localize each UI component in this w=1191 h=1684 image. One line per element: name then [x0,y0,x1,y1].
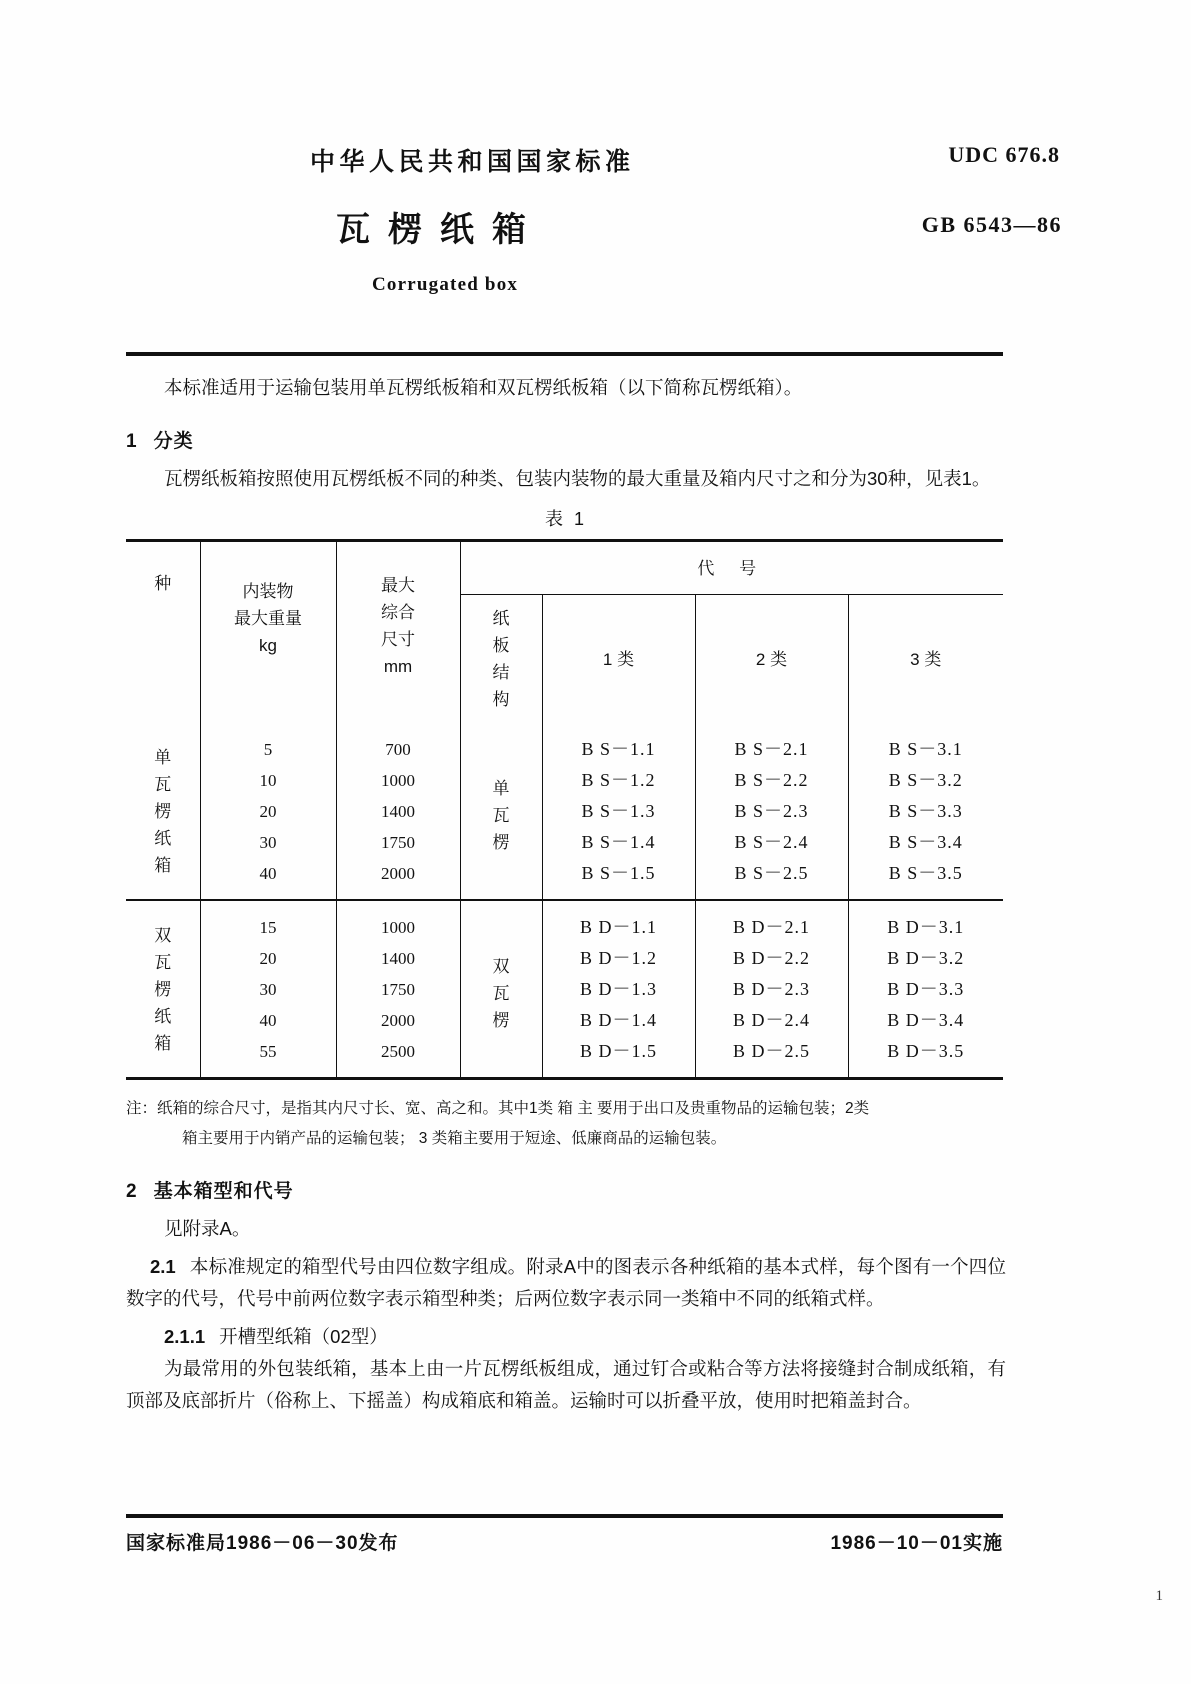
header-board-structure: 纸 板 结 构 [460,595,542,724]
section-1-title: 分类 [153,431,194,452]
table-1-note-line-1: 注：纸箱的综合尺寸，是指其内尺寸长、宽、高之和。其中1类 箱 主 要用于出口及贵重物品的运输包装；2类 [126,1100,870,1117]
scope-paragraph: 本标准适用于运输包装用单瓦楞纸板箱和双瓦楞纸板箱（以下简称瓦楞纸箱）。 [164,377,803,398]
header-code-group: 代 号 [460,541,1003,595]
header-max-weight: 内装物 最大重量 kg [200,541,336,724]
masthead [126,130,1066,330]
section-2-appendix-ref: 见附录A。 [164,1218,251,1239]
clause-2-1-1-text: 为最常用的外包装纸箱，基本上由一片瓦楞纸板组成，通过钉合或粘合等方法将接缝封合制成纸箱，有顶部及底部折片（俗称上、下摇盖）构成箱底和箱盖。运输时可以折叠平放，使用时把箱盖封合。 [126,1358,1006,1411]
clause-2-1-1-heading [126,1321,1006,1353]
section-2-heading [126,1176,1006,1203]
clause-2-1-text: 本标准规定的箱型代号由四位数字组成。附录A中的图表示各种纸箱的基本式样，每个图有一个四位数字的代号，代号中前两位数字表示箱型种类；后两位数字表示同一类箱中不同的纸箱式样。 [126,1256,1006,1309]
sizes-single-wall: 700 1000 1400 1750 2000 [336,723,460,900]
kind-single-wall: 单 瓦 楞 纸 箱 [126,723,200,900]
sizes-double-wall: 1000 1400 1750 2000 2500 [336,900,460,1079]
structure-double-wall: 双 瓦 楞 [460,900,542,1079]
structure-single-wall: 单 瓦 楞 [460,723,542,900]
effective-date: 1986－10－01实施 [830,1533,1003,1554]
section-1-heading [126,426,1006,453]
document-body [126,372,1006,1423]
weights-single-wall: 5 10 20 30 40 [200,723,336,900]
header-max-size: 最大 综合 尺寸 mm [336,541,460,724]
section-1-number: 1 [126,431,138,452]
national-standard-label: 中华人民共和国国家标准 [310,148,635,176]
classification-table [126,539,1003,1080]
table-1-note-line-2: 箱主要用于内销产品的运输包装； 3 类箱主要用于短途、低廉商品的运输包装。 [182,1130,727,1147]
clause-2-1-number: 2.1 [150,1256,176,1277]
header-class-2: 2 类 [695,595,848,724]
header-kind: 种 [126,541,200,724]
table-group-row-single [126,723,1003,900]
header-class-3: 3 类 [848,595,1003,724]
page-number: 1 [1155,1588,1163,1604]
clause-2-1-1-title: 开槽型纸箱（02型） [219,1326,388,1347]
clause-2-1-1-number: 2.1.1 [164,1326,206,1347]
codes-class1-double-wall: B D－1.1 B D－1.2 B D－1.3 B D－1.4 B D－1.5 [542,900,695,1079]
header-divider-rule [126,352,1003,356]
document-title-cn: 瓦楞纸箱 [336,211,544,249]
footer-divider-rule [126,1514,1003,1518]
codes-class2-double-wall: B D－2.1 B D－2.2 B D－2.3 B D－2.4 B D－2.5 [695,900,848,1079]
codes-class2-single-wall: B S－2.1 B S－2.2 B S－2.3 B S－2.4 B S－2.5 [695,723,848,900]
document-title-en: Corrugated box [372,274,519,295]
page-footer [126,1528,1003,1568]
standard-number: GB 6543—86 [921,212,1062,237]
weights-double-wall: 15 20 30 40 55 [200,900,336,1079]
table-1-note [126,1094,1006,1154]
codes-class3-single-wall: B S－3.1 B S－3.2 B S－3.3 B S－3.4 B S－3.5 [848,723,1003,900]
clause-2-1 [126,1251,1006,1315]
header-class-1: 1 类 [542,595,695,724]
table-1-caption: 表 1 [544,509,587,529]
issue-date: 国家标准局1986－06－30发布 [126,1533,399,1554]
section-2-title: 基本箱型和代号 [153,1181,294,1202]
kind-double-wall: 双 瓦 楞 纸 箱 [126,900,200,1079]
codes-class1-single-wall: B S－1.1 B S－1.2 B S－1.3 B S－1.4 B S－1.5 [542,723,695,900]
table-group-row-double [126,900,1003,1079]
codes-class3-double-wall: B D－3.1 B D－3.2 B D－3.3 B D－3.4 B D－3.5 [848,900,1003,1079]
section-2-number: 2 [126,1181,138,1202]
table-header-row-1 [126,541,1003,595]
section-1-paragraph: 瓦楞纸板箱按照使用瓦楞纸板不同的种类、包装内装物的最大重量及箱内尺寸之和分为30种，见表1。 [164,468,991,489]
udc-code: UDC 676.8 [948,142,1060,167]
